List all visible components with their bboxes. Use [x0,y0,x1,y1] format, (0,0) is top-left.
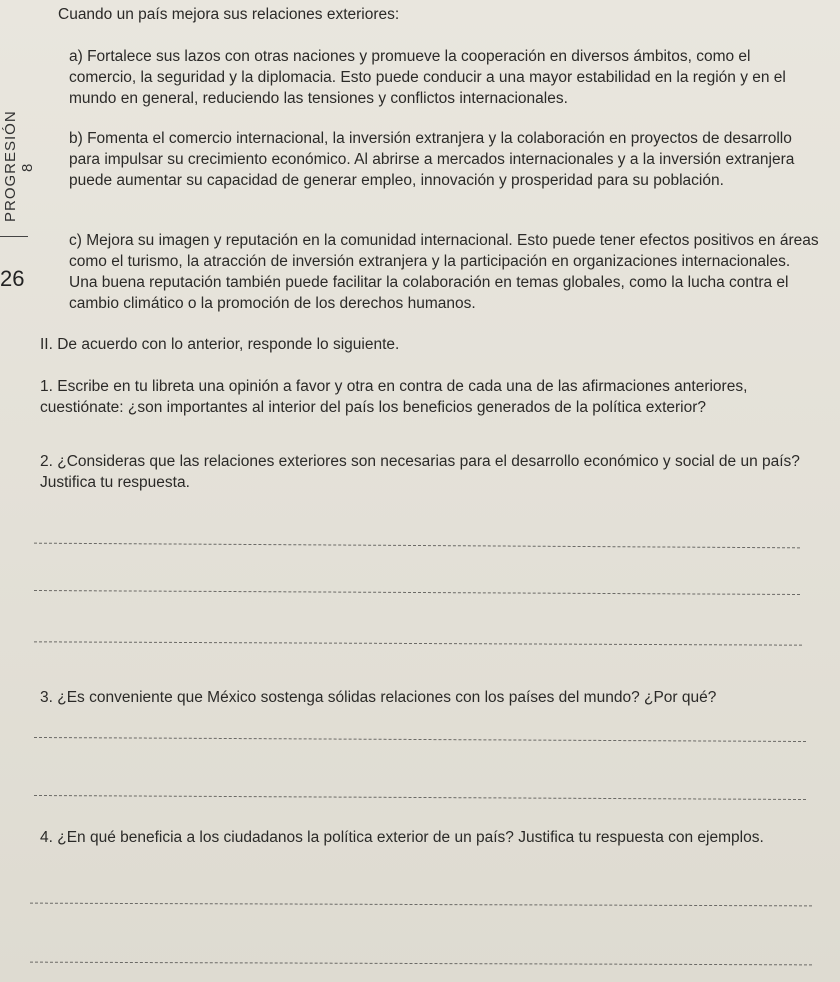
section-heading: II. De acuerdo con lo anterior, responde lo siguiente. [40,336,400,353]
intro-text: Cuando un país mejora sus relaciones exteriores: [58,6,400,23]
answer-line-q4-2[interactable] [30,962,812,966]
statement-c: c) Mejora su imagen y reputación en la comunidad internacional. Esto puede tener efectos positivos en áreas como el turismo, la atracción de inversión extranjera y la participación en organizaciones internacionales. Una buena reputación también puede facilitar la colaboración en temas globales, como la lucha contra el cambio climático o la promoción de los derechos humanos. [69,232,819,312]
question-3: 3. ¿Es conveniente que México sostenga sólidas relaciones con los países del mundo? ¿Por qué? [40,689,717,706]
answer-line-q3-2[interactable] [34,795,806,800]
question-2: 2. ¿Consideras que las relaciones exteriores son necesarias para el desarrollo económico y social de un país? Justifica tu respuesta. [40,453,800,491]
side-progression-label: PROGRESIÓN 8 [2,110,36,222]
side-divider [0,236,28,237]
answer-line-q4-1[interactable] [30,903,812,907]
answer-line-q2-1[interactable] [34,543,800,549]
answer-line-q2-2[interactable] [34,590,800,595]
question-4: 4. ¿En qué beneficia a los ciudadanos la política exterior de un país? Justifica tu respuesta con ejemplos. [40,829,764,846]
statement-a: a) Fortalece sus lazos con otras naciones y promueve la cooperación en diversos ámbitos, como el comercio, la seguridad y la diplomacia. Esto puede conducir a una mayor estabilidad en la región y en el mundo en general, reduciendo las tensiones y conflictos internacionales. [69,48,786,107]
answer-line-q3-1[interactable] [34,737,806,742]
statement-b: b) Fomenta el comercio internacional, la inversión extranjera y la colaboración en proyectos de desarrollo para impulsar su crecimiento económico. Al abrirse a mercados internacionales y a la inversión extranjera puede aumentar su capacidad de generar empleo, innovación y prosperidad para su población. [69,130,795,189]
answer-line-q2-3[interactable] [34,641,802,645]
question-1: 1. Escribe en tu libreta una opinión a favor y otra en contra de cada una de las afirmaciones anteriores, cuestiónate: ¿son importantes al interior del país los beneficios generados de la política exterior? [40,378,748,416]
page-number: 26 [0,266,25,291]
